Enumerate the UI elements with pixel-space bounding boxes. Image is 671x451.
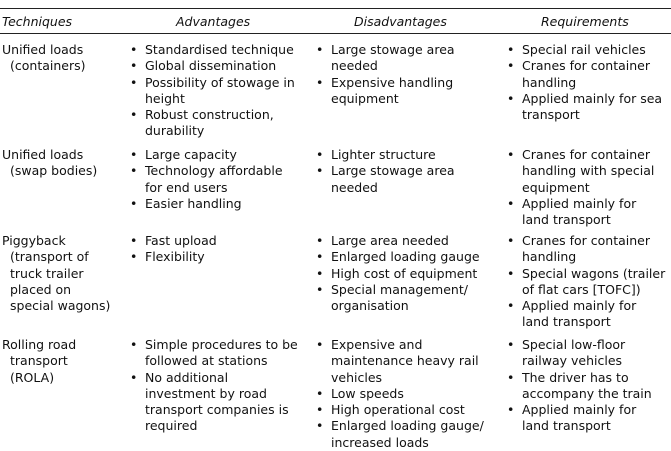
list-item: • Flexibility bbox=[130, 249, 300, 265]
list-item: • Expensive and maintenance heavy rail vehicles bbox=[316, 337, 492, 386]
list-item: • High cost of equipment bbox=[316, 266, 492, 282]
advantages-cell bbox=[130, 233, 300, 266]
requirements-cell bbox=[507, 233, 667, 331]
requirements-cell bbox=[507, 337, 667, 435]
list-item: • Cranes for container handling bbox=[507, 58, 667, 91]
list-item: • Large area needed bbox=[316, 233, 492, 249]
requirements-cell bbox=[507, 42, 667, 123]
technique-line: Rolling road bbox=[2, 337, 77, 352]
list-item: • Enlarged loading gauge/ increased loads bbox=[316, 418, 492, 451]
list-item: • Large stowage area needed bbox=[316, 163, 492, 196]
header-rule bbox=[0, 33, 671, 34]
list-item: • Special management/ organisation bbox=[316, 282, 492, 315]
header-disadvantages: Disadvantages bbox=[354, 14, 447, 29]
list-item: • Robust construction, durability bbox=[130, 107, 300, 140]
list-item: • Expensive handling equipment bbox=[316, 75, 492, 108]
header-advantages: Advantages bbox=[176, 14, 251, 29]
technique-cell bbox=[2, 42, 120, 75]
technique-line: (containers) bbox=[10, 58, 86, 74]
table-top-rule bbox=[0, 8, 671, 9]
technique-line: (transport of bbox=[10, 249, 89, 265]
list-item: • Global dissemination bbox=[130, 58, 300, 74]
technique-line: truck trailer bbox=[10, 265, 84, 281]
list-item: • Cranes for container handling with special equipment bbox=[507, 147, 667, 196]
list-item: • Large capacity bbox=[130, 147, 300, 163]
list-item: • Special rail vehicles bbox=[507, 42, 667, 58]
list-item: • Simple procedures to be followed at stations bbox=[130, 337, 300, 370]
disadvantages-cell bbox=[316, 42, 492, 107]
technique-line: transport bbox=[10, 353, 68, 369]
advantages-cell bbox=[130, 147, 300, 212]
technique-line: placed on bbox=[10, 281, 72, 297]
list-item: • Enlarged loading gauge bbox=[316, 249, 492, 265]
technique-line: Piggyback bbox=[2, 233, 66, 248]
list-item: • Applied mainly for land transport bbox=[507, 298, 667, 331]
disadvantages-cell bbox=[316, 147, 492, 196]
list-item: • Special low-floor railway vehicles bbox=[507, 337, 667, 370]
list-item: • Fast upload bbox=[130, 233, 300, 249]
technique-line: Unified loads bbox=[2, 42, 84, 57]
list-item: • Applied mainly for land transport bbox=[507, 402, 667, 435]
advantages-cell bbox=[130, 42, 300, 140]
list-item: • The driver has to accompany the train bbox=[507, 370, 667, 403]
technique-cell bbox=[2, 147, 120, 180]
list-item: • Technology affordable for end users bbox=[130, 163, 300, 196]
header-techniques: Techniques bbox=[2, 14, 73, 29]
requirements-cell bbox=[507, 147, 667, 228]
list-item: • High operational cost bbox=[316, 402, 492, 418]
list-item: • Lighter structure bbox=[316, 147, 492, 163]
list-item: • Special wagons (trailer of flat cars [TOFC]) bbox=[507, 266, 667, 299]
technique-line: special wagons) bbox=[10, 298, 111, 314]
technique-line: (ROLA) bbox=[10, 369, 55, 385]
list-item: • No additional investment by road transport companies is required bbox=[130, 370, 300, 435]
technique-cell bbox=[2, 233, 120, 314]
list-item: • Applied mainly for land transport bbox=[507, 196, 667, 229]
list-item: • Low speeds bbox=[316, 386, 492, 402]
list-item: • Possibility of stowage in height bbox=[130, 75, 300, 108]
list-item: • Applied mainly for sea transport bbox=[507, 91, 667, 124]
technique-cell bbox=[2, 337, 120, 386]
list-item: • Standardised technique bbox=[130, 42, 300, 58]
disadvantages-cell bbox=[316, 233, 492, 314]
technique-line: Unified loads bbox=[2, 147, 84, 162]
disadvantages-cell bbox=[316, 337, 492, 451]
header-requirements: Requirements bbox=[541, 14, 629, 29]
list-item: • Large stowage area needed bbox=[316, 42, 492, 75]
technique-line: (swap bodies) bbox=[10, 163, 98, 179]
list-item: • Cranes for container handling bbox=[507, 233, 667, 266]
advantages-cell bbox=[130, 337, 300, 435]
list-item: • Easier handling bbox=[130, 196, 300, 212]
